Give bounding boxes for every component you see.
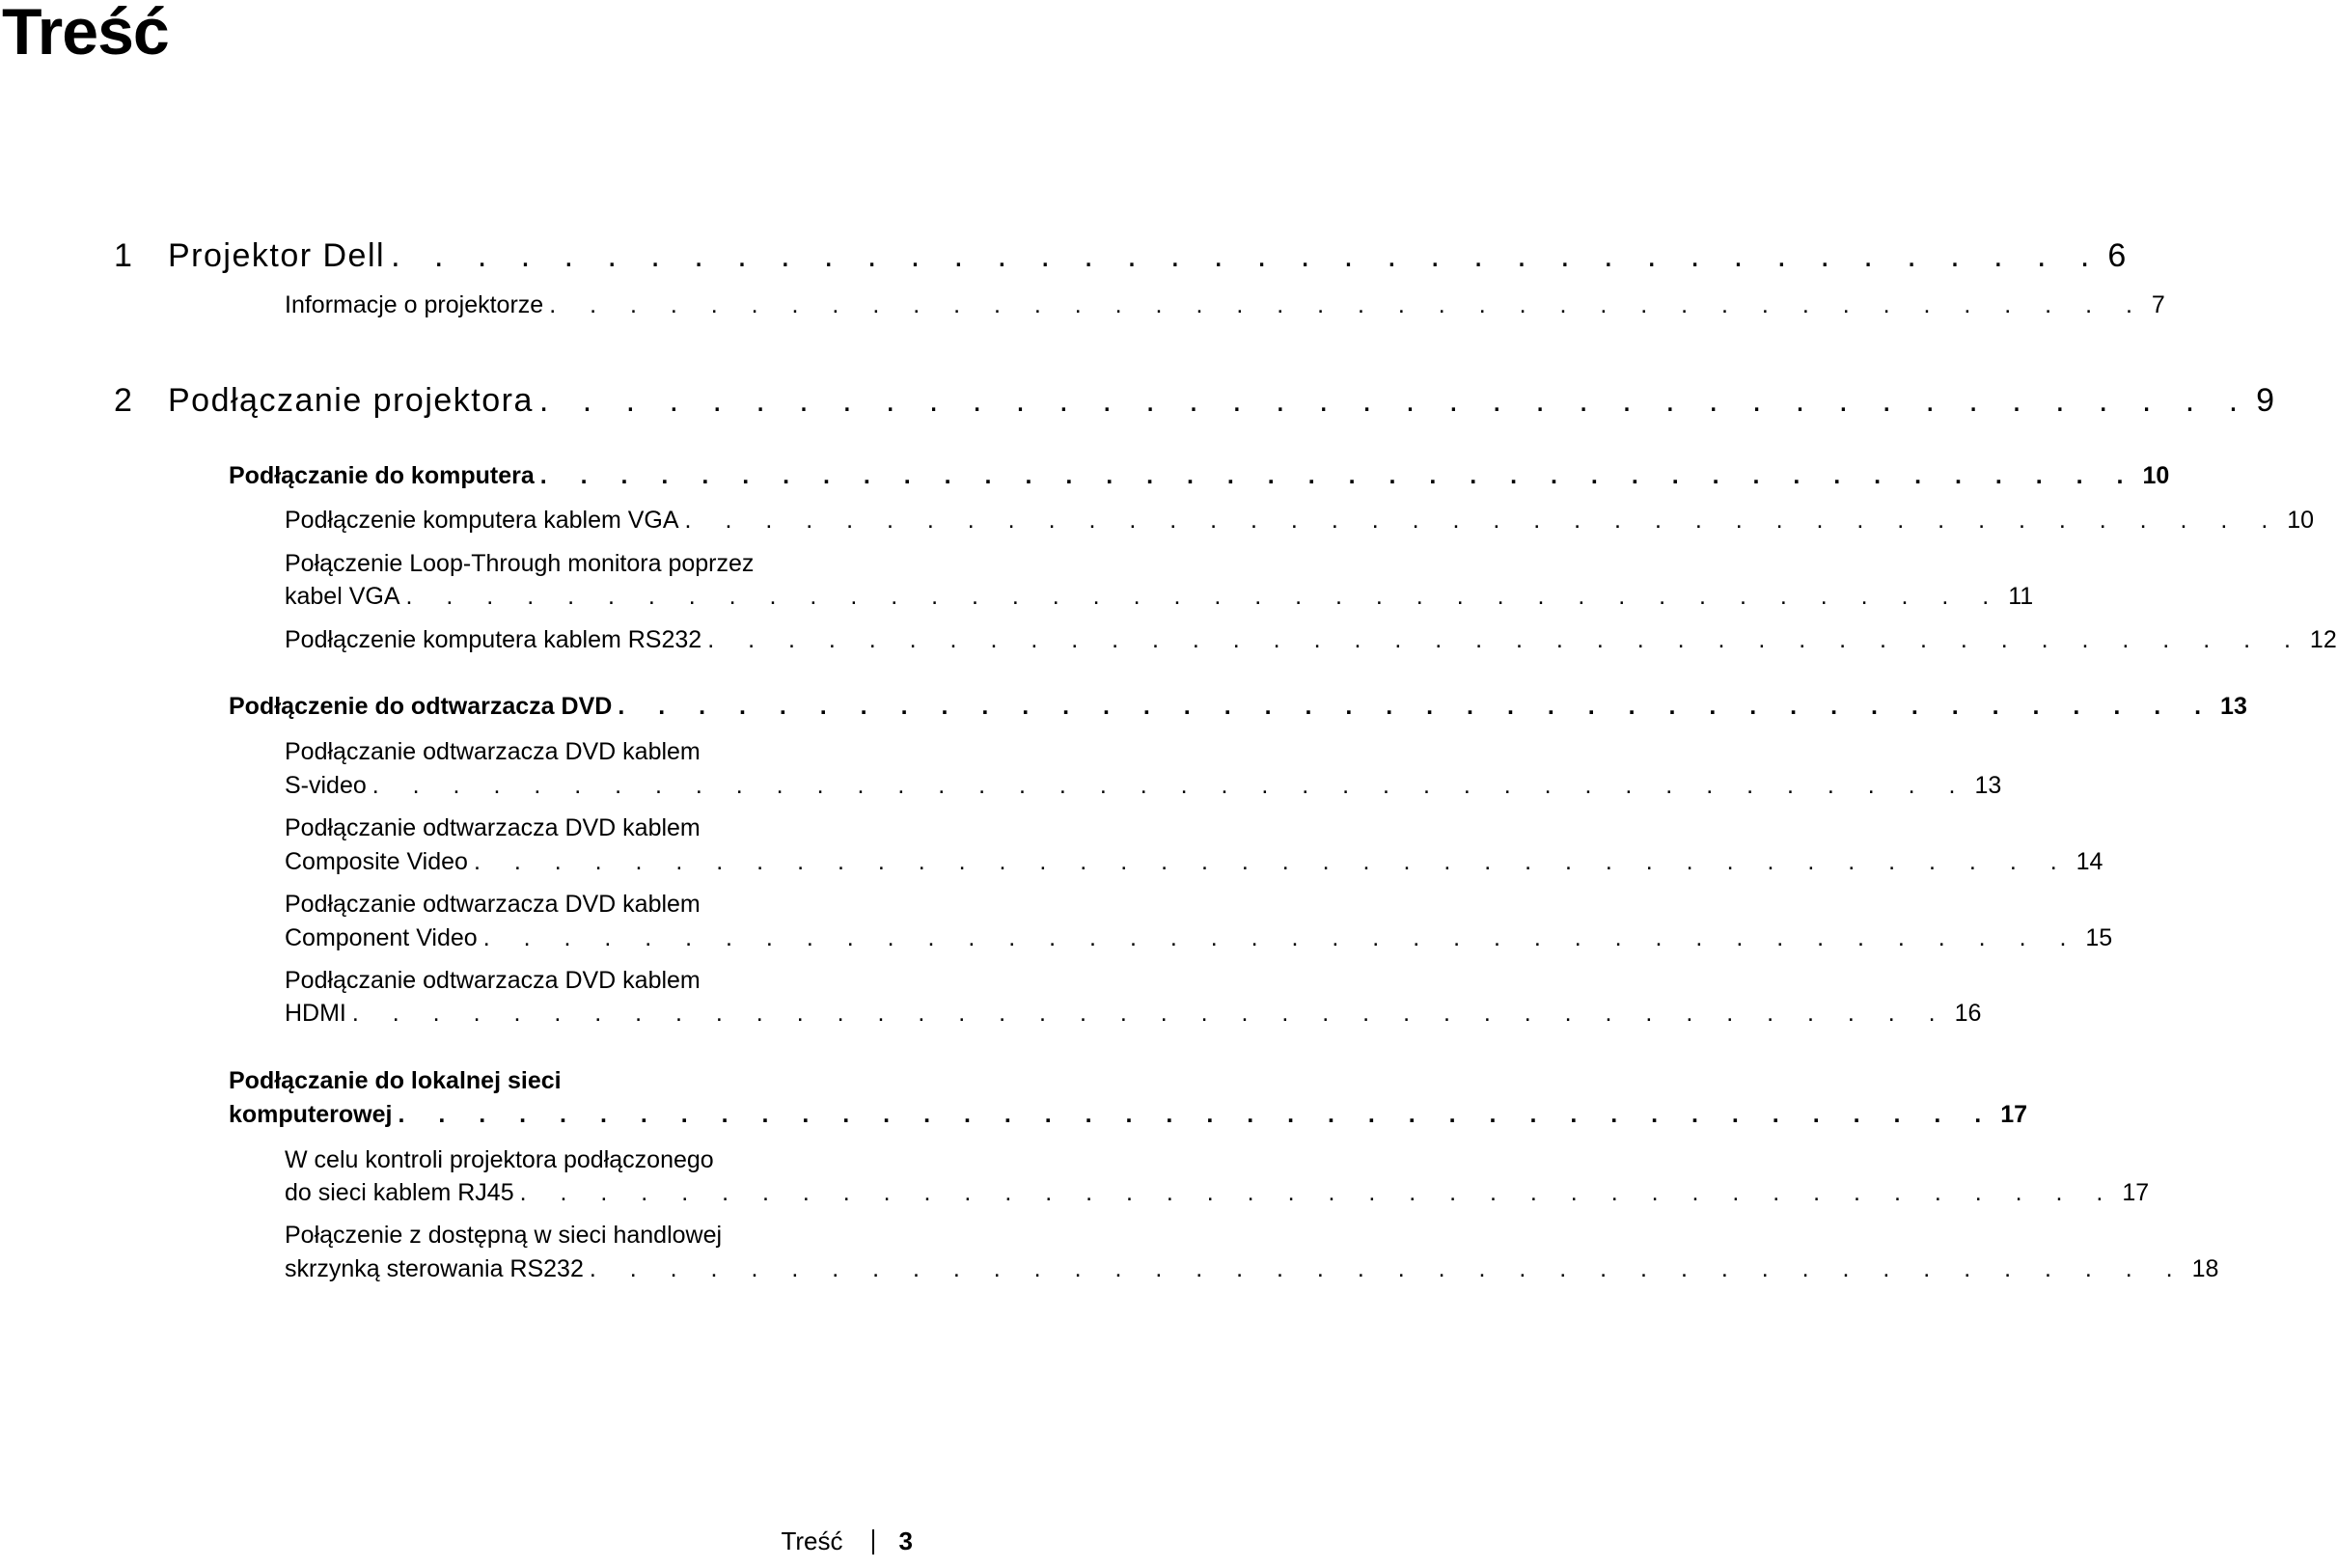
toc-entry-rj45-line1[interactable]: W celu kontroli projektora podłączonego — [285, 1146, 714, 1173]
toc-entry-rs232[interactable] — [285, 626, 2337, 654]
toc-chapter-1[interactable] — [114, 237, 2128, 275]
toc-entry-hdmi[interactable] — [285, 1000, 1982, 1028]
toc-entry-vga[interactable] — [285, 507, 2315, 535]
toc-entry-svideo-line1[interactable]: Podłączanie odtwarzacza DVD kablem — [285, 738, 701, 765]
toc-entry-svideo[interactable] — [285, 772, 2002, 800]
entry-title: Podłączenie komputera kablem RS232 — [285, 626, 702, 653]
chapter-title: Podłączanie projektora — [168, 382, 534, 419]
chapter-number: 2 — [114, 382, 134, 419]
page-number: 14 — [2076, 848, 2103, 875]
toc-section-lan[interactable] — [229, 1101, 2028, 1129]
section-title: komputerowej — [229, 1101, 393, 1128]
dot-leader: . . . . . . . . . . . . . . . . . . . . . . . . . . . . . . . . . . . . . . . . — [398, 1101, 1995, 1128]
entry-title: kabel VGA — [285, 583, 400, 610]
page-number: 13 — [1974, 772, 2002, 799]
toc-entry-composite-line1[interactable]: Podłączanie odtwarzacza DVD kablem — [285, 814, 701, 841]
dot-leader: . . . . . . . . . . . . . . . . . . . . . . . . . . . . . . . . . . . . . . . . — [538, 382, 2251, 419]
page-number: 6 — [2107, 237, 2128, 274]
toc-entry-loop-through[interactable] — [285, 583, 2034, 611]
entry-title: Informacje o projektorze — [285, 291, 544, 318]
page-title: Treść — [2, 0, 169, 69]
page-number: 10 — [2287, 507, 2315, 534]
dot-leader: . . . . . . . . . . . . . . . . . . . . . . . . . . . . . . . . . . . . . . . . — [707, 626, 2304, 653]
entry-title: HDMI — [285, 1000, 346, 1027]
page-number: 15 — [2085, 924, 2113, 951]
chapter-title: Projektor Dell — [168, 237, 386, 274]
page-number: 9 — [2256, 382, 2276, 419]
toc-entry-rj45[interactable] — [285, 1179, 2150, 1207]
entry-title: Podłączenie komputera kablem VGA — [285, 507, 679, 534]
toc-entry-rs232-box-line1[interactable]: Połączenie z dostępną w sieci handlowej — [285, 1222, 723, 1249]
entry-title: Component Video — [285, 924, 478, 951]
toc-section-dvd[interactable] — [229, 693, 2247, 721]
toc-entry-informacje[interactable] — [285, 291, 2165, 319]
page-number: 7 — [2151, 291, 2165, 318]
page-number: 17 — [2122, 1179, 2150, 1206]
section-title: Podłączenie do odtwarzacza DVD — [229, 693, 613, 720]
toc-entry-component[interactable] — [285, 924, 2113, 952]
footer-section-name: Treść — [781, 1527, 843, 1555]
footer-page-number: 3 — [898, 1527, 913, 1555]
page-number: 11 — [2008, 583, 2034, 610]
dot-leader: . . . . . . . . . . . . . . . . . . . . . . . . . . . . . . . . . . . . . . . . — [351, 1000, 1949, 1027]
page-number: 16 — [1954, 1000, 1982, 1027]
toc-section-lan-line1[interactable]: Podłączanie do lokalnej sieci — [229, 1067, 562, 1094]
chapter-number: 1 — [114, 237, 134, 274]
dot-leader: . . . . . . . . . . . . . . . . . . . . . . . . . . . . . . . . . . . . . . . . — [391, 237, 2103, 274]
entry-title: S-video — [285, 772, 367, 799]
dot-leader: . . . . . . . . . . . . . . . . . . . . . . . . . . . . . . . . . . . . . . . . — [371, 772, 1969, 799]
toc-entry-composite[interactable] — [285, 848, 2103, 876]
toc-entry-hdmi-line1[interactable]: Podłączanie odtwarzacza DVD kablem — [285, 967, 701, 994]
toc-entry-component-line1[interactable]: Podłączanie odtwarzacza DVD kablem — [285, 891, 701, 918]
page-number: 17 — [2000, 1101, 2028, 1128]
toc-section-komputer[interactable] — [229, 462, 2170, 490]
dot-leader: . . . . . . . . . . . . . . . . . . . . . . . . . . . . . . . . . . . . . . . . — [618, 693, 2215, 720]
dot-leader: . . . . . . . . . . . . . . . . . . . . . . . . . . . . . . . . . . . . . . . . — [589, 1255, 2186, 1282]
toc-entry-rs232-box[interactable] — [285, 1255, 2219, 1283]
page-footer — [781, 1527, 913, 1556]
entry-title: Composite Video — [285, 848, 468, 875]
page-number: 12 — [2309, 626, 2337, 653]
dot-leader: . . . . . . . . . . . . . . . . . . . . . . . . . . . . . . . . . . . . . . . . — [473, 848, 2071, 875]
dot-leader: . . . . . . . . . . . . . . . . . . . . . . . . . . . . . . . . . . . . . . . . — [684, 507, 2282, 534]
page-number: 10 — [2142, 462, 2170, 489]
entry-title: skrzynką sterowania RS232 — [285, 1255, 584, 1282]
section-title: Podłączanie do komputera — [229, 462, 535, 489]
dot-leader: . . . . . . . . . . . . . . . . . . . . . . . . . . . . . . . . . . . . . . . . — [482, 924, 2080, 951]
footer-divider — [872, 1529, 874, 1554]
toc-entry-loop-through-line1[interactable]: Połączenie Loop-Through monitora poprzez — [285, 550, 755, 577]
dot-leader: . . . . . . . . . . . . . . . . . . . . . . . . . . . . . . . . . . . . . . . . — [539, 462, 2137, 489]
dot-leader: . . . . . . . . . . . . . . . . . . . . . . . . . . . . . . . . . . . . . . . . — [405, 583, 2003, 610]
entry-title: do sieci kablem RJ45 — [285, 1179, 514, 1206]
dot-leader: . . . . . . . . . . . . . . . . . . . . . . . . . . . . . . . . . . . . . . . . — [549, 291, 2146, 318]
page-number: 18 — [2191, 1255, 2219, 1282]
toc-chapter-2[interactable] — [114, 382, 2276, 420]
dot-leader: . . . . . . . . . . . . . . . . . . . . . . . . . . . . . . . . . . . . . . . . — [519, 1179, 2117, 1206]
page-number: 13 — [2220, 693, 2247, 720]
